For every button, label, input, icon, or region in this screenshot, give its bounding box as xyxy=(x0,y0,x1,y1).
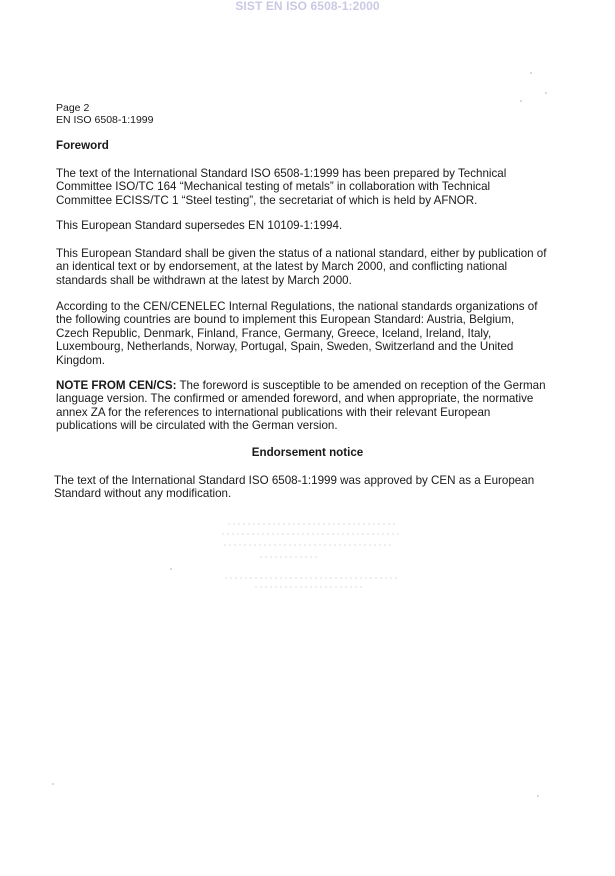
page-header xyxy=(56,102,153,126)
paragraph-text: The text of the International Standard ISO 6508-1:1999 has been prepared by Technical Committee ISO/TC 164 “Mechanical testing of metals” in collaboration with Technical Committee ECISS/TC 1 “Steel testing”, the secretariat of which is held by AFNOR. xyxy=(56,167,507,207)
note-text: The foreword is susceptible to be amended on reception of the German language version. The confirmed or amended foreword, and when appropriate, the normative annex ZA for the references to international publications with their relevant European publications will be circulated with the German version. xyxy=(56,379,546,433)
watermark: SIST EN ISO 6508-1:2000 xyxy=(235,0,380,13)
note-from-cen xyxy=(56,379,548,433)
scan-noise xyxy=(260,556,320,558)
paragraph-text: According to the CEN/CENELEC Internal Regulations, the national standards organizations of the following countries are bound to implement this European Standard: Austria, Belgium, Czech Republic, Denmark, Finland, France, Germany, Greece, Iceland, Ireland, Italy, Luxembourg, Netherlands, Norway, Portugal, Spain, Sweden, Switzerland and the United Kingdom. xyxy=(56,300,538,367)
scan-noise xyxy=(255,586,365,588)
scan-speck xyxy=(520,100,522,102)
scan-speck xyxy=(170,568,172,570)
document-id: EN ISO 6508-1:1999 xyxy=(56,114,154,126)
foreword-paragraph-4 xyxy=(56,300,544,367)
paragraph-text: This European Standard supersedes EN 10109-1:1994. xyxy=(56,219,343,232)
scan-speck xyxy=(52,783,54,785)
scan-speck xyxy=(545,92,547,94)
foreword-paragraph-3 xyxy=(56,247,556,287)
scan-speck xyxy=(530,72,532,74)
scan-noise xyxy=(225,577,400,579)
scan-speck xyxy=(537,795,539,797)
foreword-heading: Foreword xyxy=(56,139,109,152)
scan-noise xyxy=(222,533,402,535)
note-lead: NOTE FROM CEN/CS: xyxy=(56,379,177,392)
foreword-paragraph-2 xyxy=(56,219,556,232)
foreword-paragraph-1 xyxy=(56,167,546,207)
scan-noise xyxy=(228,523,398,525)
page-number: Page 2 xyxy=(56,102,90,114)
endorsement-text xyxy=(54,474,540,501)
paragraph-text: The text of the International Standard ISO 6508-1:1999 was approved by CEN as a European Standard without any modification. xyxy=(54,474,535,501)
scan-noise xyxy=(224,544,392,546)
endorsement-heading: Endorsement notice xyxy=(251,446,364,459)
paragraph-text: This European Standard shall be given the status of a national standard, either by publication of an identical text or by endorsement, at the latest by March 2000, and conflicting national standards shall be withdrawn at the latest by March 2000. xyxy=(56,247,547,287)
